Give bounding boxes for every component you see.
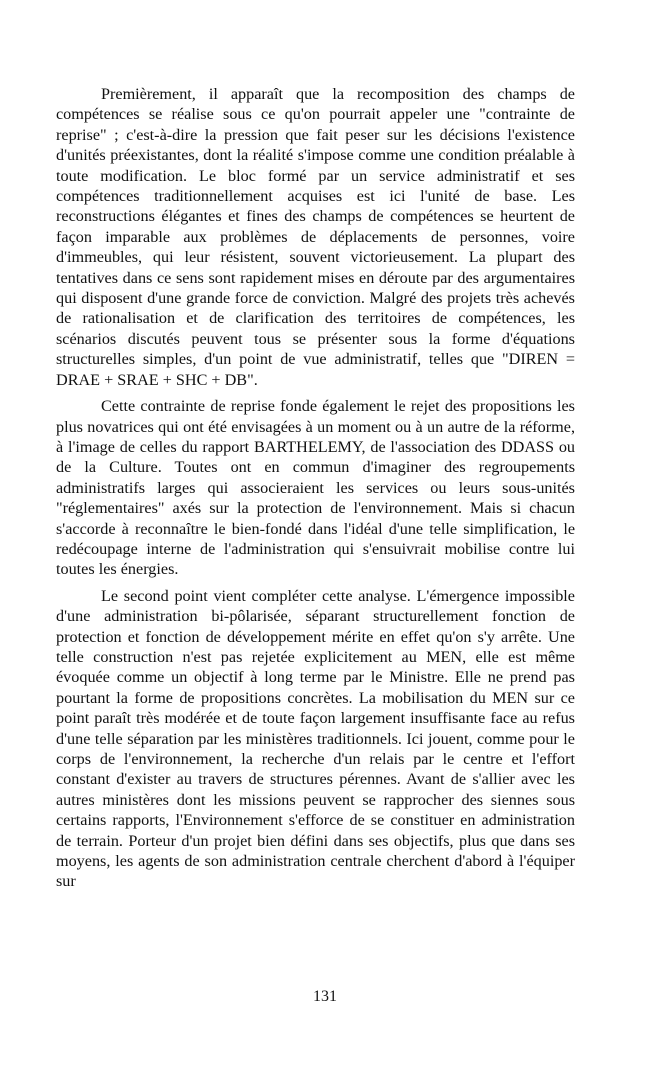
paragraph-1: Premièrement, il apparaît que la recomposition des champs de compétences se réalise sous ce qu'on pourrait appeler une "contrainte de reprise" ; c'est-à-dire la pression que fait peser sur les décisions l'existence d'unités préexistantes, dont la réalité s'impose comme une condition préalable à toute modification. Le bloc formé par un service administratif et ses compétences traditionnellement acquises est ici l'unité de base. Les reconstructions élégantes et fines des champs de compétences se heurtent de façon imparable aux problèmes de déplacements de personnes, voire d'immeubles, qui leur résistent, souvent victorieusement. La plupart des tentatives dans ce sens sont rapidement mises en déroute par des argumentaires qui disposent d'une grande force de conviction. Malgré des projets très achevés de rationalisation et de clarification des territoires de compétences, les scénarios discutés peuvent tous se présenter sous la forme d'équations structurelles simples, d'un point de vue administratif, telles que "DIREN = DRAE + SRAE + SHC + DB". <box>56 85 575 389</box>
document-page <box>56 84 575 898</box>
paragraph-2: Cette contrainte de reprise fonde également le rejet des propositions les plus novatrices qui ont été envisagées à un moment ou à un autre de la réforme, à l'image de celles du rapport BARTHELEMY, de l'association des DDASS ou de la Culture. Toutes ont en commun d'imaginer des regroupements administratifs larges qui associeraient les services ou leurs sous-unités "réglementaires" axés sur la protection de l'environnement. Mais si chacun s'accorde à reconnaître le bien-fondé dans l'idéal d'une telle simplification, le redécoupage interne de l'administration qui s'ensuivrait mobilise contre lui toutes les énergies. <box>56 397 575 579</box>
page-number: 131 <box>313 988 337 1005</box>
paragraph-3: Le second point vient compléter cette analyse. L'émergence impossible d'une administration bi-pôlarisée, séparant structurellement fonction de protection et fonction de développement mérite en effet qu'on s'y arrête. Une telle construction n'est pas rejetée explicitement au MEN, elle est même évoquée comme un objectif à long terme par le Ministre. Elle ne prend pas pourtant la forme de propositions concrètes. La mobilisation du MEN sur ce point paraît très modérée et de toute façon largement insuffisante face au refus d'une telle séparation par les ministères traditionnels. Ici jouent, comme pour le corps de l'environnement, la recherche d'un relais par le centre et l'effort constant d'exister au travers de structures pérennes. Avant de s'allier avec les autres ministères dont les missions peuvent se rapprocher des siennes sous certains rapports, l'Environnement s'efforce de se constituer en administration de terrain. Porteur d'un projet bien défini dans ses objectifs, plus que dans ses moyens, les agents de son administration centrale cherchent d'abord à l'équiper sur <box>56 586 575 891</box>
